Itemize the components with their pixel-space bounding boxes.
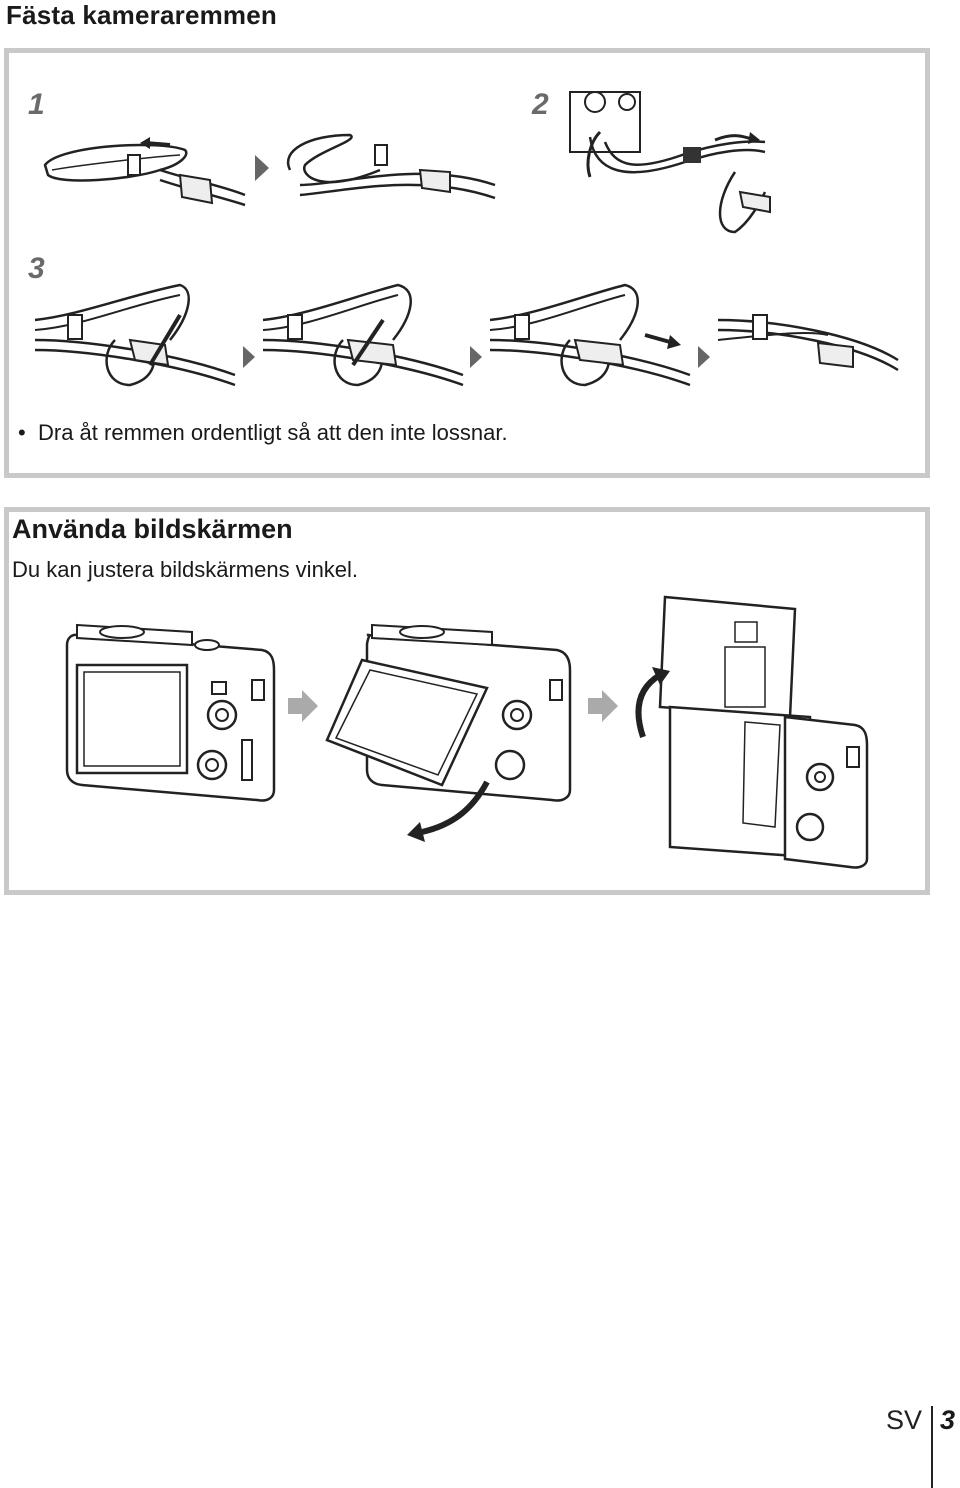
page-number: 3 [940, 1405, 956, 1435]
step-number-2: 2 [532, 88, 549, 121]
strap-step3-illustration-d [718, 305, 903, 380]
monitor-description: Du kan justera bildskärmens vinkel. [12, 557, 359, 582]
strap-step1-illustration-b [280, 130, 500, 205]
gray-arrow-icon [288, 690, 318, 722]
step-arrow-icon [698, 346, 712, 368]
strap-step3-illustration-a [30, 285, 240, 395]
step-number-1: 1 [28, 88, 45, 121]
step-arrow-icon [243, 346, 257, 368]
section-title-strap: Fästa kameraremmen [6, 0, 277, 30]
strap-step3-illustration-b [258, 285, 468, 395]
footer-language: SV [886, 1405, 923, 1435]
camera-tilt-down-illustration [322, 620, 577, 842]
strap-bullet-note [18, 420, 508, 446]
step-arrow-icon [255, 155, 271, 181]
gray-arrow-icon [588, 690, 618, 722]
strap-step1-illustration-a [40, 125, 250, 210]
step-number-3: 3 [28, 252, 45, 285]
step-arrow-icon [470, 346, 484, 368]
strap-bullet-text: Dra åt remmen ordentligt så att den inte lossnar. [38, 420, 508, 445]
camera-closed-illustration [62, 620, 277, 805]
strap-step3-illustration-c [485, 285, 695, 395]
section-title-monitor: Använda bildskärmen [12, 514, 293, 544]
strap-step2-illustration [565, 92, 800, 242]
footer-divider [931, 1406, 933, 1488]
camera-tilt-up-illustration [625, 597, 870, 869]
bullet-icon: • [18, 420, 26, 445]
